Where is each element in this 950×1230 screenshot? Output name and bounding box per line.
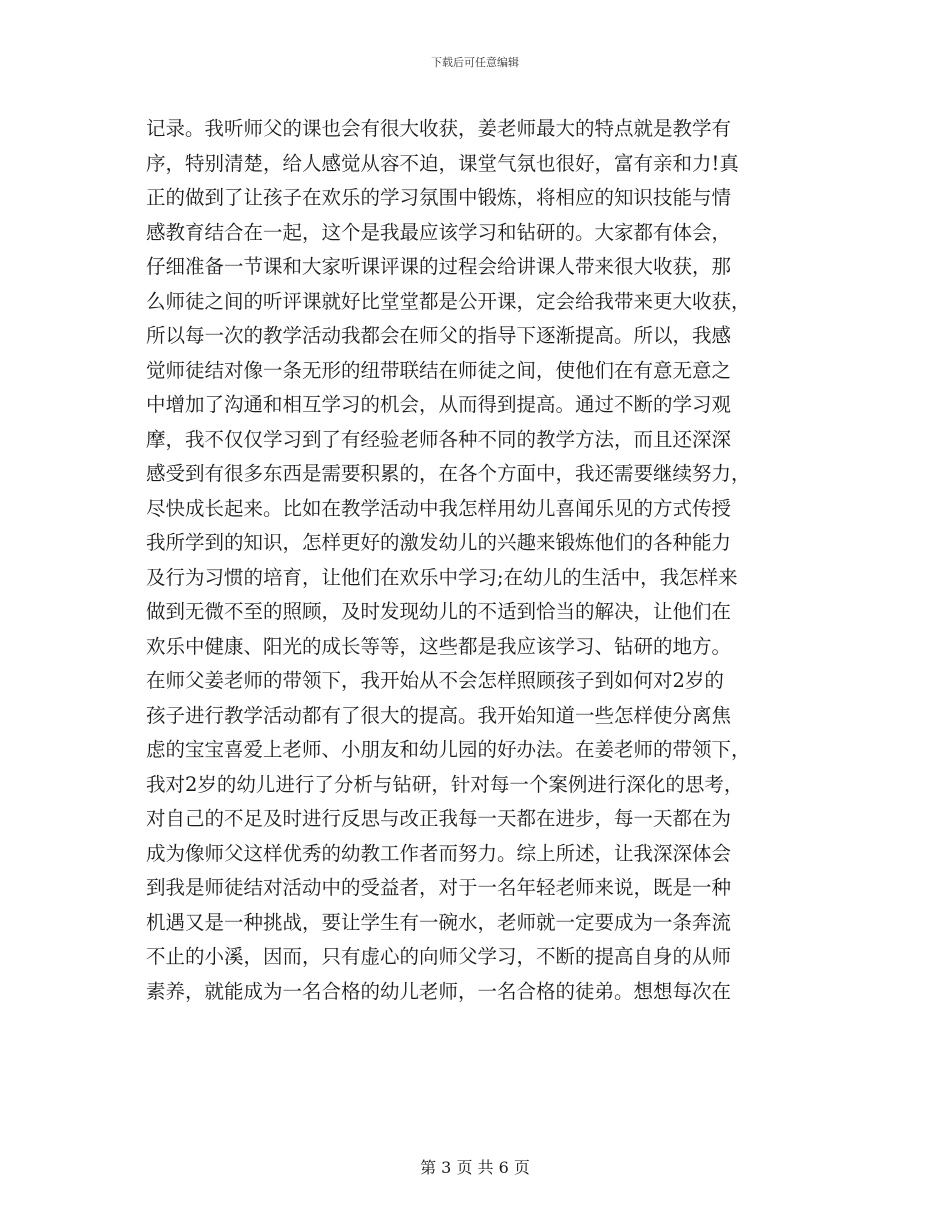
body-line: 机遇又是一种挑战，要让学生有一碗水，老师就一定要成为一条奔流 [146,910,732,934]
body-line: 我对2岁的幼儿进行了分析与钻研，针对每一个案例进行深化的思考， [146,772,744,796]
body-line: 正的做到了让孩子在欢乐的学习氛围中锻炼，将相应的知识技能与情 [146,186,732,209]
body-line: 么师徒之间的听评课就好比堂堂都是公开课，定会给我带来更大收获， [146,289,751,313]
body-line: 我所学到的知识，怎样更好的激发幼儿的兴趣来锻炼他们的各种能力 [146,531,732,554]
body-line: 觉师徒结对像一条无形的纽带联结在师徒之间，使他们在有意无意之 [146,358,732,382]
body-line: 感教育结合在一起，这个是我最应该学习和钻研的。大家都有体会， [146,220,732,244]
document-body [146,112,806,1009]
body-line: 在师父姜老师的带领下，我开始从不会怎样照顾孩子到如何对2岁的 [146,669,724,692]
body-line: 欢乐中健康、阳光的成长等等，这些都是我应该学习、钻研的地方。 [146,634,732,658]
body-line: 虑的宝宝喜爱上老师、小朋友和幼儿园的好办法。在姜老师的带领下， [146,738,751,761]
body-line: 记录。我听师父的课也会有很大收获，姜老师最大的特点就是教学有 [146,117,732,140]
body-line: 素养，就能成为一名合格的幼儿老师，一名合格的徒弟。想想每次在 [146,979,732,1003]
body-line: 仔细准备一节课和大家听课评课的过程会给讲课人带来很大收获，那 [146,255,732,278]
body-line: 对自己的不足及时进行反思与改正我每一天都在进步，每一天都在为 [146,807,732,830]
body-line: 成为像师父这样优秀的幼教工作者而努力。综上所述，让我深深体会 [146,841,732,865]
body-line: 所以每一次的教学活动我都会在师父的指导下逐渐提高。所以，我感 [146,324,732,347]
body-line: 及行为习惯的培育，让他们在欢乐中学习;在幼儿的生活中，我怎样来 [146,565,738,589]
body-line: 到我是师徒结对活动中的受益者，对于一名年轻老师来说，既是一种 [146,876,732,899]
body-line: 中增加了沟通和相互学习的机会，从而得到提高。通过不断的学习观 [146,393,732,416]
body-line: 序，特别清楚，给人感觉从容不迫，课堂气氛也很好，富有亲和力!真 [146,151,739,175]
body-line: 摩，我不仅仅学习到了有经验老师各种不同的教学方法，而且还深深 [146,427,732,451]
body-line: 孩子进行教学活动都有了很大的提高。我开始知道一些怎样使分离焦 [146,703,732,727]
page-number-footer: 第 3 页 共 6 页 [420,1158,530,1177]
body-line: 尽快成长起来。比如在教学活动中我怎样用幼儿喜闻乐见的方式传授 [146,496,732,520]
body-line: 不止的小溪，因而，只有虚心的向师父学习，不断的提高自身的从师 [146,945,732,968]
body-line: 做到无微不至的照顾，及时发现幼儿的不适到恰当的解决，让他们在 [146,600,732,623]
body-line: 感受到有很多东西是需要积累的，在各个方面中，我还需要继续努力， [146,462,751,485]
page-header: 下载后可任意编辑 [431,56,519,69]
